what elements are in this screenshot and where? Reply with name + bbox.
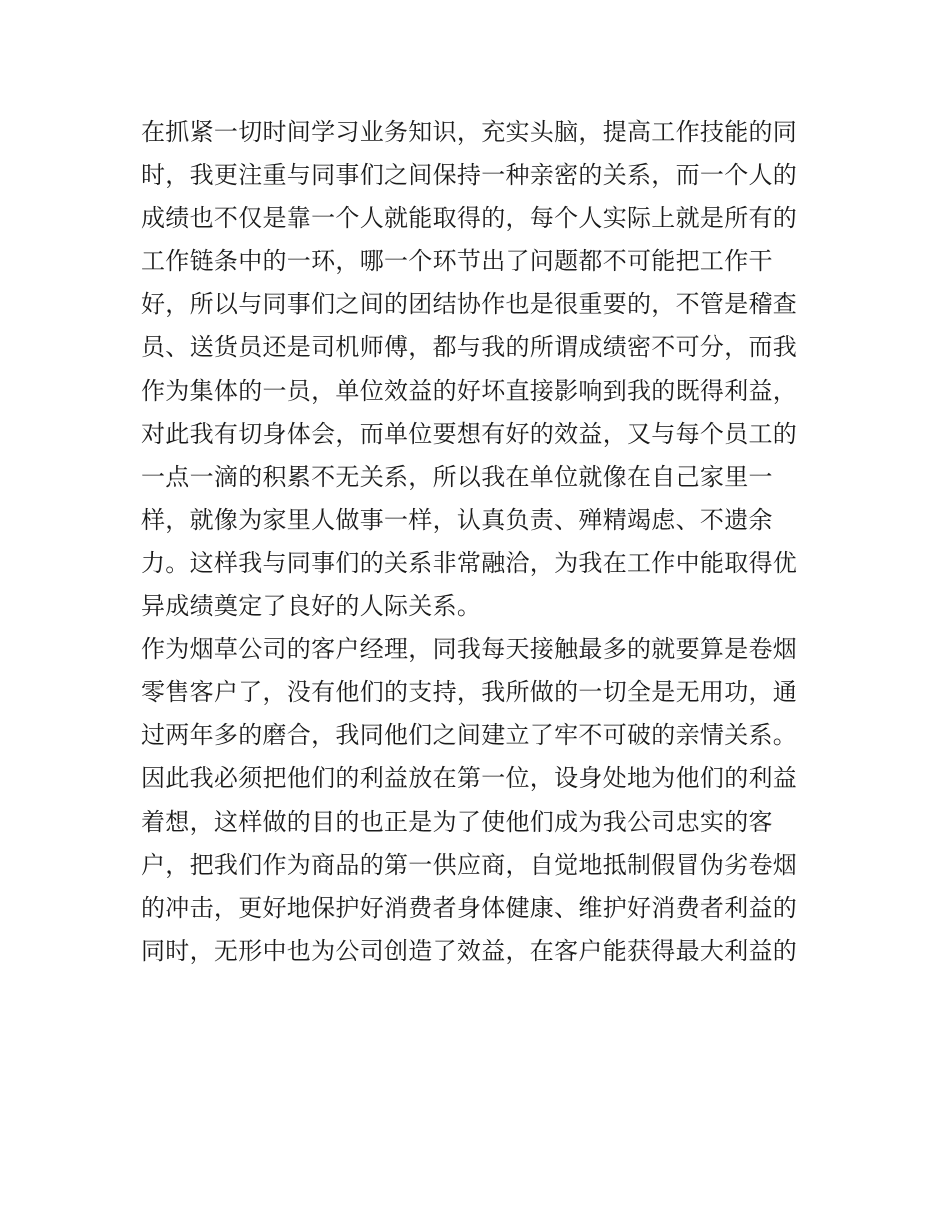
text-line: 样，就像为家里人做事一样，认真负责、殚精竭虑、不遗余	[141, 505, 773, 534]
text-line: 作为烟草公司的客户经理，同我每天接触最多的就要算是卷烟	[141, 635, 798, 664]
text-line: 作为集体的一员，单位效益的好坏直接影响到我的既得利益，	[141, 376, 798, 405]
text-line: 的冲击，更好地保护好消费者身体健康、维护好消费者利益的	[141, 893, 798, 922]
text-line: 对此我有切身体会，而单位要想有好的效益，又与每个员工的	[141, 419, 798, 448]
text-line: 好，所以与同事们之间的团结协作也是很重要的，不管是稽查	[141, 290, 798, 319]
text-line: 零售客户了，没有他们的支持，我所做的一切全是无用功，通	[141, 678, 798, 707]
text-line: 工作链条中的一环，哪一个环节出了问题都不可能把工作干	[141, 247, 773, 276]
text-line: 员、送货员还是司机师傅，都与我的所谓成绩密不可分，而我	[141, 333, 798, 362]
text-line: 因此我必须把他们的利益放在第一位，设身处地为他们的利益	[141, 764, 798, 793]
text-line: 异成绩奠定了良好的人际关系。	[141, 592, 482, 621]
text-line: 同时，无形中也为公司创造了效益，在客户能获得最大利益的	[141, 936, 798, 965]
document-body-text	[141, 111, 821, 973]
text-line: 过两年多的磨合，我同他们之间建立了牢不可破的亲情关系。	[141, 721, 798, 750]
text-line: 着想，这样做的目的也正是为了使他们成为我公司忠实的客	[141, 807, 773, 836]
text-line: 在抓紧一切时间学习业务知识，充实头脑，提高工作技能的同	[141, 118, 798, 146]
text-line: 一点一滴的积累不无关系，所以我在单位就像在自己家里一	[141, 462, 773, 491]
text-line: 时，我更注重与同事们之间保持一种亲密的关系，而一个人的	[141, 161, 798, 190]
text-line: 力。这样我与同事们的关系非常融洽，为我在工作中能取得优	[141, 548, 798, 577]
text-line: 户，把我们作为商品的第一供应商，自觉地抵制假冒伪劣卷烟	[141, 850, 798, 879]
text-line: 成绩也不仅是靠一个人就能取得的，每个人实际上就是所有的	[141, 204, 798, 233]
